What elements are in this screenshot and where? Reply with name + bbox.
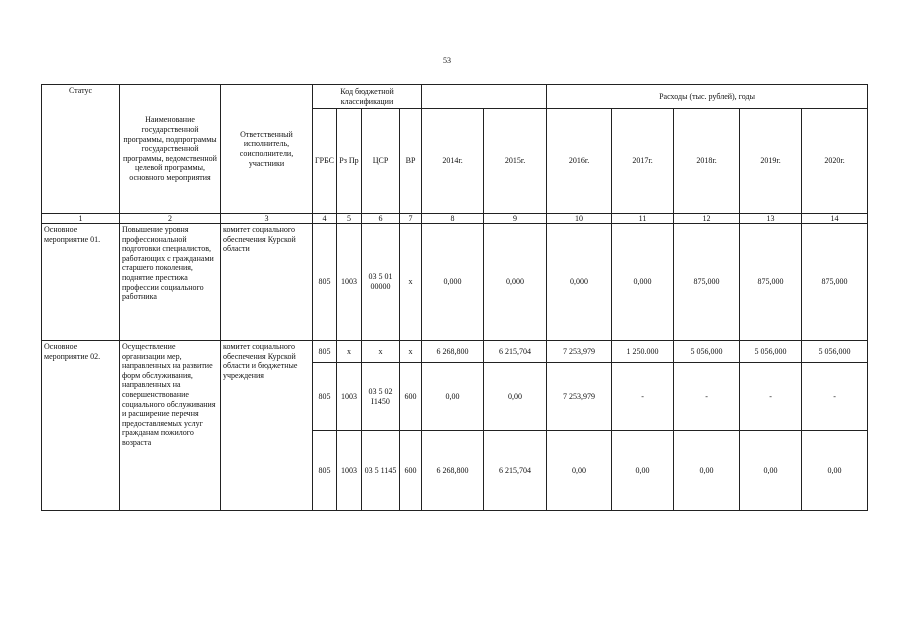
- value-2019: 5 056,000: [740, 341, 802, 363]
- header-expenses-group: Расходы (тыс. рублей), годы: [547, 85, 868, 109]
- executor-cell: комитет социального обеспечения Курской области: [221, 224, 313, 341]
- header-year-2020: 2020г.: [802, 109, 868, 214]
- executor-cell: комитет социального обеспечения Курской области и бюджетные учреждения: [221, 341, 313, 511]
- value-2014: 0,00: [422, 363, 484, 431]
- column-number: 10: [547, 214, 612, 224]
- value-2015: 0,00: [484, 363, 547, 431]
- page-number: 53: [443, 56, 451, 65]
- header-year-2017: 2017г.: [612, 109, 674, 214]
- header-vr: ВР: [400, 109, 422, 214]
- table-row: [42, 224, 868, 341]
- header-year-2015: 2015г.: [484, 109, 547, 214]
- name-cell: Повышение уровня профессиональной подготовки специалистов, работающих с гражданами старшего поколения, поднятие престижа профессии социального работника: [120, 224, 221, 341]
- column-number: 12: [674, 214, 740, 224]
- value-2020: 875,000: [802, 224, 868, 341]
- rzpr-cell: 1003: [337, 363, 362, 431]
- value-2018: 875,000: [674, 224, 740, 341]
- value-2019: -: [740, 363, 802, 431]
- rzpr-cell: 1003: [337, 224, 362, 341]
- value-2016: 7 253,979: [547, 341, 612, 363]
- name-cell: Осуществление организации мер, направленных на развитие форм обслуживания, направленных на совершенствование социального обслуживания и расширение перечня предоставляемых услуг гражданам пожилого возраста: [120, 341, 221, 511]
- value-2018: 5 056,000: [674, 341, 740, 363]
- column-number: 11: [612, 214, 674, 224]
- vr-cell: х: [400, 341, 422, 363]
- column-number: 9: [484, 214, 547, 224]
- grbs-cell: 805: [313, 363, 337, 431]
- column-number: 14: [802, 214, 868, 224]
- grbs-cell: 805: [313, 224, 337, 341]
- rzpr-cell: 1003: [337, 431, 362, 511]
- csr-cell: х: [362, 341, 400, 363]
- header-year-2019: 2019г.: [740, 109, 802, 214]
- value-2014: 0,000: [422, 224, 484, 341]
- value-2017: 0,00: [612, 431, 674, 511]
- column-number: 1: [42, 214, 120, 224]
- header-executor: Ответственный исполнитель, соисполнители, участники: [221, 85, 313, 214]
- value-2020: 0,00: [802, 431, 868, 511]
- vr-cell: 600: [400, 363, 422, 431]
- value-2016: 7 253,979: [547, 363, 612, 431]
- header-code-group: Код бюджетной классификации: [313, 85, 422, 109]
- header-blank: [422, 85, 547, 109]
- value-2014: 6 268,800: [422, 341, 484, 363]
- value-2017: -: [612, 363, 674, 431]
- header-rzpr: Рз Пр: [337, 109, 362, 214]
- status-cell: Основное мероприятие 01.: [42, 224, 120, 341]
- value-2018: 0,00: [674, 431, 740, 511]
- column-number: 8: [422, 214, 484, 224]
- column-number: 5: [337, 214, 362, 224]
- value-2019: 0,00: [740, 431, 802, 511]
- column-number: 3: [221, 214, 313, 224]
- value-2016: 0,00: [547, 431, 612, 511]
- table-row: [42, 341, 868, 363]
- header-csr: ЦСР: [362, 109, 400, 214]
- header-name: Наименование государственной программы, подпрограммы государственной программы, ведомственной целевой программы, основного мероприятия: [120, 85, 221, 214]
- value-2017: 1 250.000: [612, 341, 674, 363]
- column-number: 4: [313, 214, 337, 224]
- grbs-cell: 805: [313, 431, 337, 511]
- header-status: Статус: [42, 85, 120, 214]
- column-number: 13: [740, 214, 802, 224]
- value-2015: 0,000: [484, 224, 547, 341]
- value-2014: 6 268,800: [422, 431, 484, 511]
- column-number-row: [42, 214, 868, 224]
- csr-cell: 03 5 02 I1450: [362, 363, 400, 431]
- csr-cell: 03 5 1145: [362, 431, 400, 511]
- header-grbs: ГРБС: [313, 109, 337, 214]
- header-year-2016: 2016г.: [547, 109, 612, 214]
- vr-cell: 600: [400, 431, 422, 511]
- vr-cell: х: [400, 224, 422, 341]
- rzpr-cell: х: [337, 341, 362, 363]
- column-number: 7: [400, 214, 422, 224]
- value-2020: 5 056,000: [802, 341, 868, 363]
- column-number: 2: [120, 214, 221, 224]
- budget-table: [41, 84, 868, 511]
- value-2015: 6 215,704: [484, 341, 547, 363]
- value-2017: 0,000: [612, 224, 674, 341]
- value-2018: -: [674, 363, 740, 431]
- csr-cell: 03 5 01 00000: [362, 224, 400, 341]
- header-year-2018: 2018г.: [674, 109, 740, 214]
- value-2015: 6 215,704: [484, 431, 547, 511]
- column-number: 6: [362, 214, 400, 224]
- value-2016: 0,000: [547, 224, 612, 341]
- header-year-2014: 2014г.: [422, 109, 484, 214]
- value-2020: -: [802, 363, 868, 431]
- status-cell: Основное мероприятие 02.: [42, 341, 120, 511]
- grbs-cell: 805: [313, 341, 337, 363]
- value-2019: 875,000: [740, 224, 802, 341]
